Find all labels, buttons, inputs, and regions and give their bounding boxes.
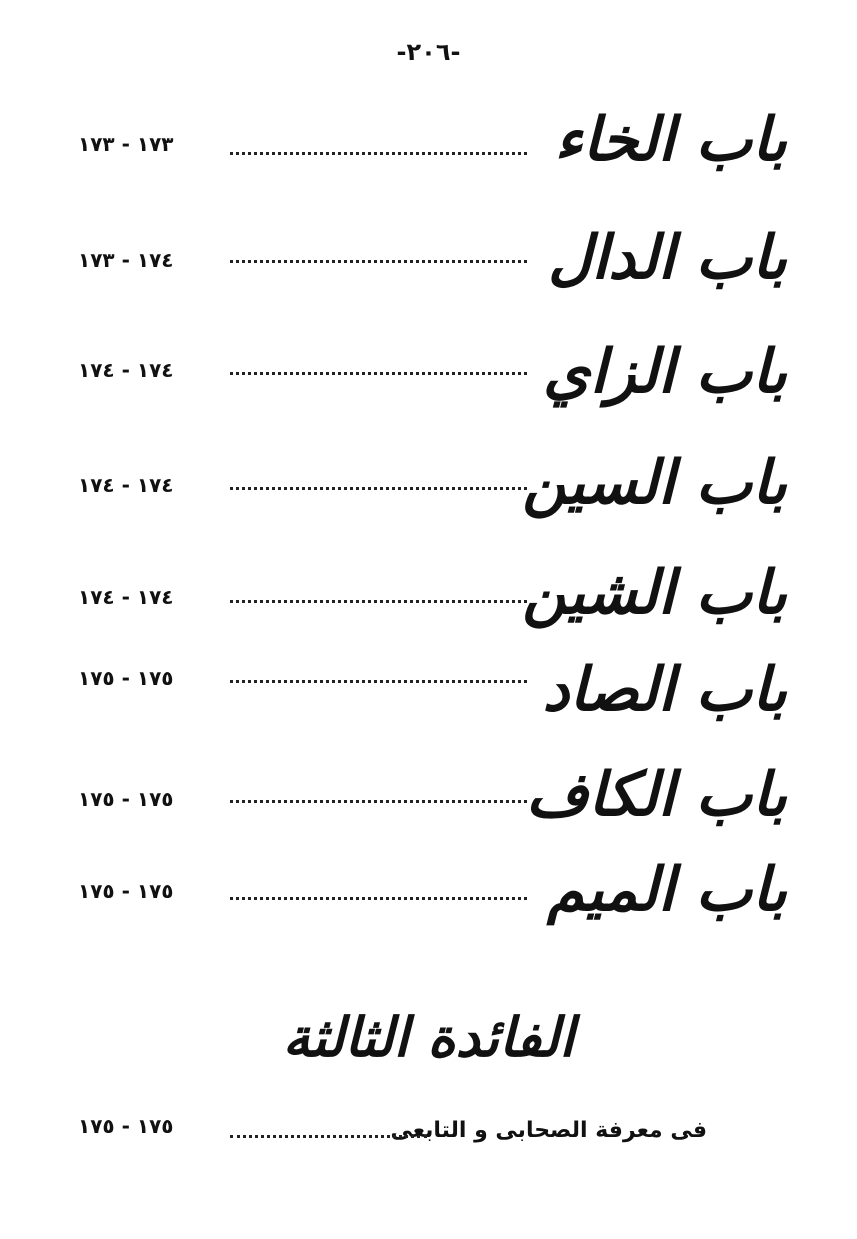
dot-leader [230,800,527,803]
toc-entry [0,545,857,635]
entry-title: باب الميم [546,855,787,925]
toc-entry [0,845,857,935]
dot-leader [230,680,527,683]
entry-pages: ١٧٣ - ١٧٣ [78,132,174,156]
dot-leader [230,897,527,900]
toc-entry [0,755,857,845]
entry-pages: ١٧٤ - ١٧٤ [78,585,174,609]
entry-pages: ١٧٤ - ١٧٣ [78,248,174,272]
entry-title: باب الشين [522,558,787,628]
dot-leader [230,152,527,155]
toc-entry [0,435,857,525]
section-title: الفائدة الثالثة [282,1005,575,1069]
entry-pages: ١٧٤ - ١٧٤ [78,473,174,497]
dot-leader [230,487,527,490]
entry-title: باب السين [522,448,787,518]
entry-title: باب الصاد [542,655,787,725]
toc-entry [0,1100,857,1190]
entry-pages: ١٧٥ - ١٧٥ [78,879,174,903]
entry-title: باب الزاي [542,337,787,407]
page-number: -٢٠٦- [396,38,461,66]
toc-entry [0,100,857,190]
dot-leader [230,1135,427,1138]
entry-pages: ١٧٤ - ١٧٤ [78,358,174,382]
toc-entry [0,210,857,300]
entry-title: فى معرفة الصحابى و التابعى [390,1118,707,1143]
entry-pages: ١٧٥ - ١٧٥ [78,1114,174,1138]
entry-pages: ١٧٥ - ١٧٥ [78,666,174,690]
entry-pages: ١٧٥ - ١٧٥ [78,787,174,811]
toc-entry [0,320,857,410]
dot-leader [230,372,527,375]
entry-title: باب الكاف [526,760,787,830]
entry-title: باب الدال [547,223,787,293]
dot-leader [230,600,527,603]
toc-entry [0,650,857,740]
dot-leader [230,260,527,263]
entry-title: باب الخاء [554,105,787,175]
